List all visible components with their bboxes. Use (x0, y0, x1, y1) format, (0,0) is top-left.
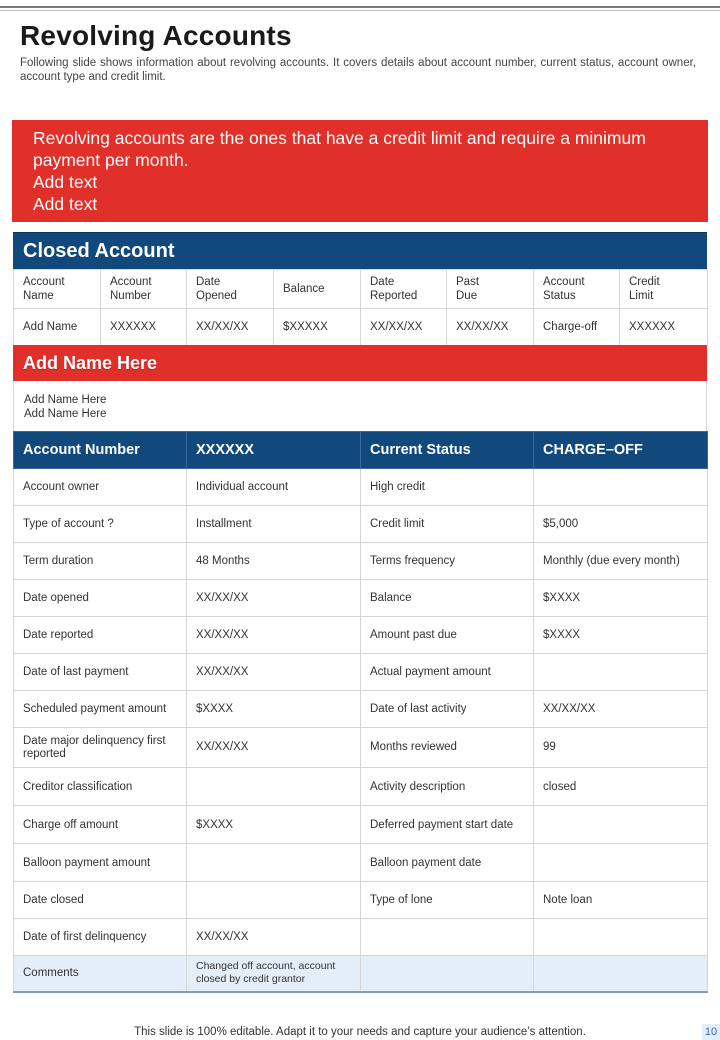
table-cell: XX/XX/XX (187, 617, 361, 654)
highlight-line: Add text (33, 172, 98, 192)
column-header: Balance (274, 270, 361, 309)
table-cell: Date of last activity (361, 691, 534, 728)
highlight-line: Revolving accounts are the ones that have a credit limit and require a minimum (33, 128, 646, 148)
table-cell (187, 844, 361, 882)
table-cell: Date opened (14, 580, 187, 617)
table-cell: $XXXXX (274, 309, 361, 346)
table-cell: XX/XX/XX (187, 728, 361, 768)
table-cell: Date reported (14, 617, 187, 654)
table-row (14, 806, 708, 844)
table-cell: Note loan (534, 882, 708, 919)
table-cell: Individual account (187, 469, 361, 506)
table-cell: XX/XX/XX (447, 309, 534, 346)
column-header: Credit Limit (620, 270, 708, 309)
table-cell: Amount past due (361, 617, 534, 654)
comments-row (14, 956, 708, 992)
details-header-cell: Account Number (14, 432, 187, 469)
table-cell: $XXXX (187, 691, 361, 728)
table-cell: XX/XX/XX (187, 580, 361, 617)
table-cell: $XXXX (534, 617, 708, 654)
table-cell: Balloon payment date (361, 844, 534, 882)
table-cell: Account owner (14, 469, 187, 506)
table-cell (534, 844, 708, 882)
table-cell (361, 919, 534, 956)
table-row (14, 617, 708, 654)
table-cell: Date of first delinquency (14, 919, 187, 956)
table-cell: Actual payment amount (361, 654, 534, 691)
name-section-body (13, 381, 707, 431)
page-subtitle: Following slide shows information about revolving accounts. It covers details about account number, current status, account owner, account type and credit limit. (20, 57, 696, 83)
table-cell: 48 Months (187, 543, 361, 580)
comments-label: Comments (14, 956, 187, 992)
closed-account-table (13, 269, 708, 346)
top-rule (0, 6, 720, 8)
table-cell: Add Name (14, 309, 101, 346)
column-header: Account Name (14, 270, 101, 309)
table-cell: XX/XX/XX (361, 309, 447, 346)
closed-account-header-row (14, 270, 708, 309)
table-cell: Charge off amount (14, 806, 187, 844)
table-row (14, 882, 708, 919)
account-details-table (13, 431, 708, 993)
name-line: Add Name Here (24, 408, 107, 420)
top-rule-secondary (0, 10, 720, 11)
table-cell: XX/XX/XX (187, 919, 361, 956)
details-header-cell: XXXXXX (187, 432, 361, 469)
table-cell: XXXXXX (101, 309, 187, 346)
table-cell (534, 469, 708, 506)
table-cell: $XXXX (187, 806, 361, 844)
table-cell: Date closed (14, 882, 187, 919)
table-cell (534, 956, 708, 992)
table-cell: XXXXXX (620, 309, 708, 346)
table-cell: Credit limit (361, 506, 534, 543)
details-header-cell: Current Status (361, 432, 534, 469)
table-cell: Deferred payment start date (361, 806, 534, 844)
name-section-header: Add Name Here (13, 345, 707, 381)
column-header: Past Due (447, 270, 534, 309)
highlight-line: Add text (33, 194, 98, 214)
table-cell: Balance (361, 580, 534, 617)
table-cell: Monthly (due every month) (534, 543, 708, 580)
table-row (14, 768, 708, 806)
page-number: 10 (702, 1024, 720, 1040)
table-cell (187, 882, 361, 919)
table-cell: XX/XX/XX (187, 309, 274, 346)
table-cell: closed (534, 768, 708, 806)
table-cell: Scheduled payment amount (14, 691, 187, 728)
table-cell: Type of lone (361, 882, 534, 919)
closed-account-header: Closed Account (13, 232, 707, 269)
table-cell: $XXXX (534, 580, 708, 617)
table-cell: XX/XX/XX (187, 654, 361, 691)
details-header-row (14, 432, 708, 469)
table-cell (187, 768, 361, 806)
table-cell: Date of last payment (14, 654, 187, 691)
table-cell (534, 654, 708, 691)
table-cell (534, 919, 708, 956)
table-cell: Terms frequency (361, 543, 534, 580)
table-cell: $5,000 (534, 506, 708, 543)
column-header: Account Status (534, 270, 620, 309)
table-cell (361, 956, 534, 992)
table-cell: 99 (534, 728, 708, 768)
table-row (14, 506, 708, 543)
table-row (14, 580, 708, 617)
table-cell: Type of account ? (14, 506, 187, 543)
details-header-cell: CHARGE–OFF (534, 432, 708, 469)
highlight-line: payment per month. (33, 150, 189, 170)
table-row (14, 691, 708, 728)
table-row (14, 844, 708, 882)
table-cell: Creditor classification (14, 768, 187, 806)
name-line: Add Name Here (24, 394, 107, 406)
table-cell: Date major delinquency first reported (14, 728, 187, 768)
table-cell: XX/XX/XX (534, 691, 708, 728)
footer-note: This slide is 100% editable. Adapt it to your needs and capture your audience’s attention. (134, 1026, 586, 1038)
table-row (14, 919, 708, 956)
highlight-box (12, 120, 708, 222)
table-row (14, 469, 708, 506)
column-header: Date Reported (361, 270, 447, 309)
table-cell (534, 806, 708, 844)
table-cell: Term duration (14, 543, 187, 580)
column-header: Account Number (101, 270, 187, 309)
table-row (14, 543, 708, 580)
table-cell: Charge-off (534, 309, 620, 346)
table-cell: Activity description (361, 768, 534, 806)
table-row (14, 654, 708, 691)
page-title: Revolving Accounts (20, 20, 292, 51)
column-header: Date Opened (187, 270, 274, 309)
table-row (14, 728, 708, 768)
table-cell: Balloon payment amount (14, 844, 187, 882)
table-cell: High credit (361, 469, 534, 506)
table-cell: Months reviewed (361, 728, 534, 768)
closed-account-value-row (14, 309, 708, 346)
table-cell: Installment (187, 506, 361, 543)
comments-text: Changed off account, account closed by credit grantor (187, 956, 361, 992)
